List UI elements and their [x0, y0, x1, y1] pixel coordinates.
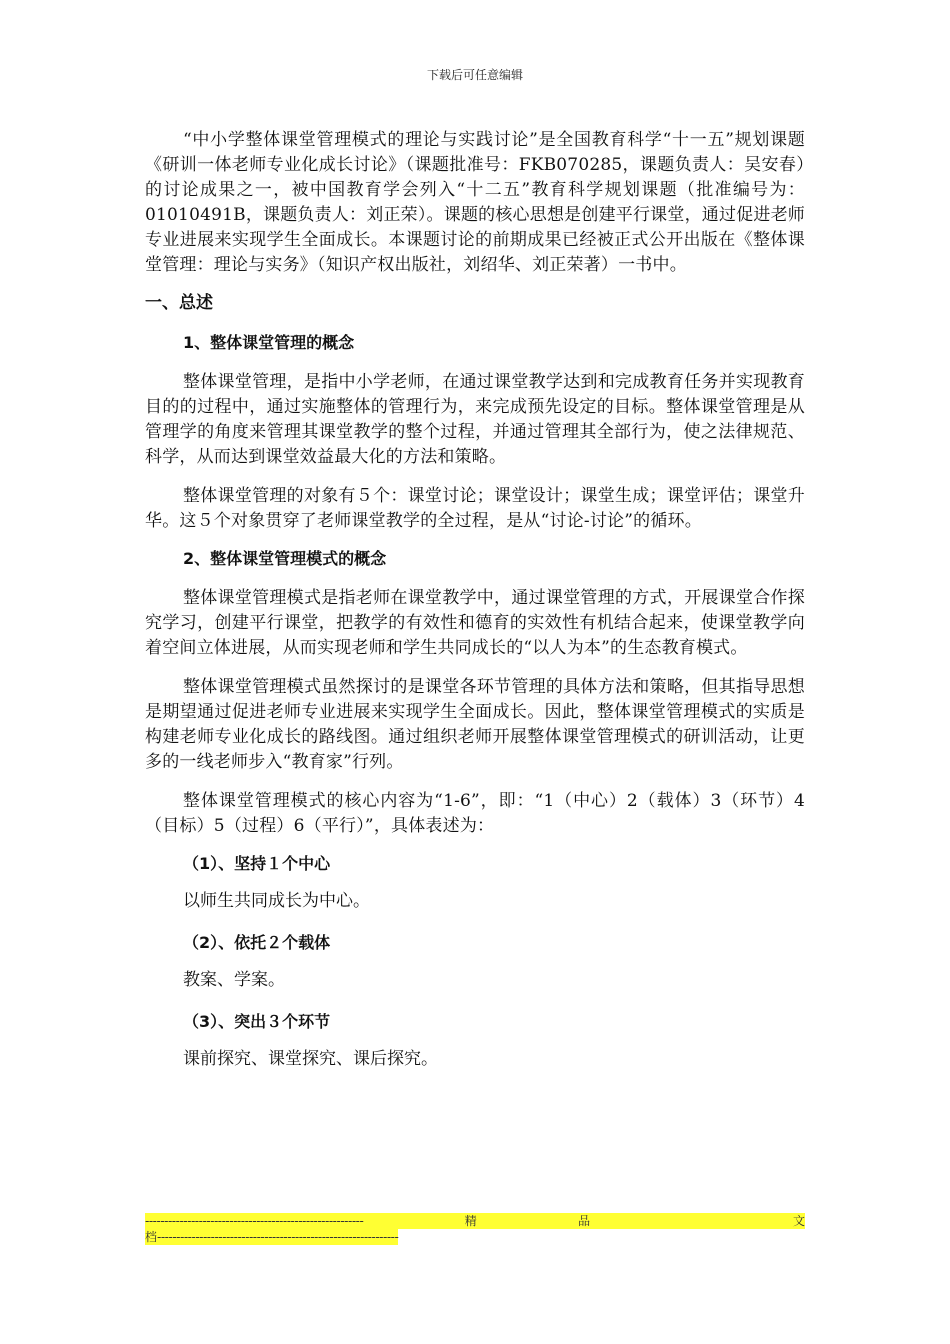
footer-banner-row: [145, 1229, 398, 1245]
footer-word: 品: [578, 1214, 591, 1228]
subsection-heading-1: 1、整体课堂管理的概念: [183, 333, 355, 352]
footer-word: 精: [464, 1214, 477, 1228]
document-body: [145, 128, 805, 1090]
footer-dashes: ---------------------------------------------------------: [145, 1214, 364, 1228]
paragraph: 整体课堂管理，是指中小学老师，在通过课堂教学达到和完成教育任务并实现教育目的的过程中，通过实施整体的管理行为，来完成预先设定的目标。整体课堂管理是从管理学的角度来管理其课堂教学的整个过程，并通过管理其全部行为，使之法律规范、科学，从而达到课堂效益最大化的方法和策略。: [145, 372, 805, 467]
paragraph: 整体课堂管理模式是指老师在课堂教学中，通过课堂管理的方式，开展课堂合作探究学习，创建平行课堂，把教学的有效性和德育的实效性有机结合起来，使课堂教学向着空间立体进展，从而实现老师和学生共同成长的“以人为本”的生态教育模式。: [145, 588, 805, 658]
footer-word: 文: [792, 1214, 805, 1228]
page-footer: [145, 1213, 805, 1245]
paragraph: 整体课堂管理模式虽然探讨的是课堂各环节管理的具体方法和策略，但其指导思想是期望通过促进老师专业进展来实现学生全面成长。因此，整体课堂管理模式的实质是构建老师专业化成长的路线图。通过组织老师开展整体课堂管理模式的研训活动，让更多的一线老师步入“教育家”行列。: [145, 677, 805, 772]
subsection-heading-2: 2、整体课堂管理模式的概念: [183, 549, 387, 568]
item-text: 课前探究、课堂探究、课后探究。: [183, 1049, 438, 1069]
section-heading: 一、总述: [145, 293, 213, 313]
intro-paragraph: “中小学整体课堂管理模式的理论与实践讨论”是全国教育科学“十一五”规划课题《研训一体老师专业化成长讨论》（课题批准号：FKB070285，课题负责人：吴安春）的讨论成果之一，被中国教育学会列入“十二五”教育科学规划课题（批准编号为：01010491B，课题负责人：刘正荣）。课题的核心思想是创建平行课堂，通过促进老师专业进展来实现学生全面成长。本课题讨论的前期成果已经被正式公开出版在《整体课堂管理：理论与实务》（知识产权出版社，刘绍华、刘正荣著）一书中。: [145, 130, 805, 275]
item-heading: （3）、突出３个环节: [183, 1012, 331, 1031]
footer-banner-row: [145, 1213, 805, 1229]
item-text: 教案、学案。: [183, 970, 285, 990]
footer-dashes: ---------------------------------------------------------------: [157, 1230, 399, 1244]
item-text: 以师生共同成长为中心。: [183, 891, 370, 911]
page-header: 下载后可任意编辑: [426, 68, 523, 82]
paragraph: 整体课堂管理的对象有５个：课堂讨论；课堂设计；课堂生成；课堂评估；课堂升华。这５个对象贯穿了老师课堂教学的全过程，是从“讨论-讨论”的循环。: [145, 486, 805, 531]
item-heading: （2）、依托２个载体: [183, 933, 331, 952]
footer-word: 档: [145, 1230, 158, 1244]
paragraph: 整体课堂管理模式的核心内容为“1-6”，即：“1（中心）2（载体）3（环节）4（目标）5（过程）6（平行）”，具体表述为：: [145, 791, 805, 836]
item-heading: （1）、坚持１个中心: [183, 854, 331, 873]
